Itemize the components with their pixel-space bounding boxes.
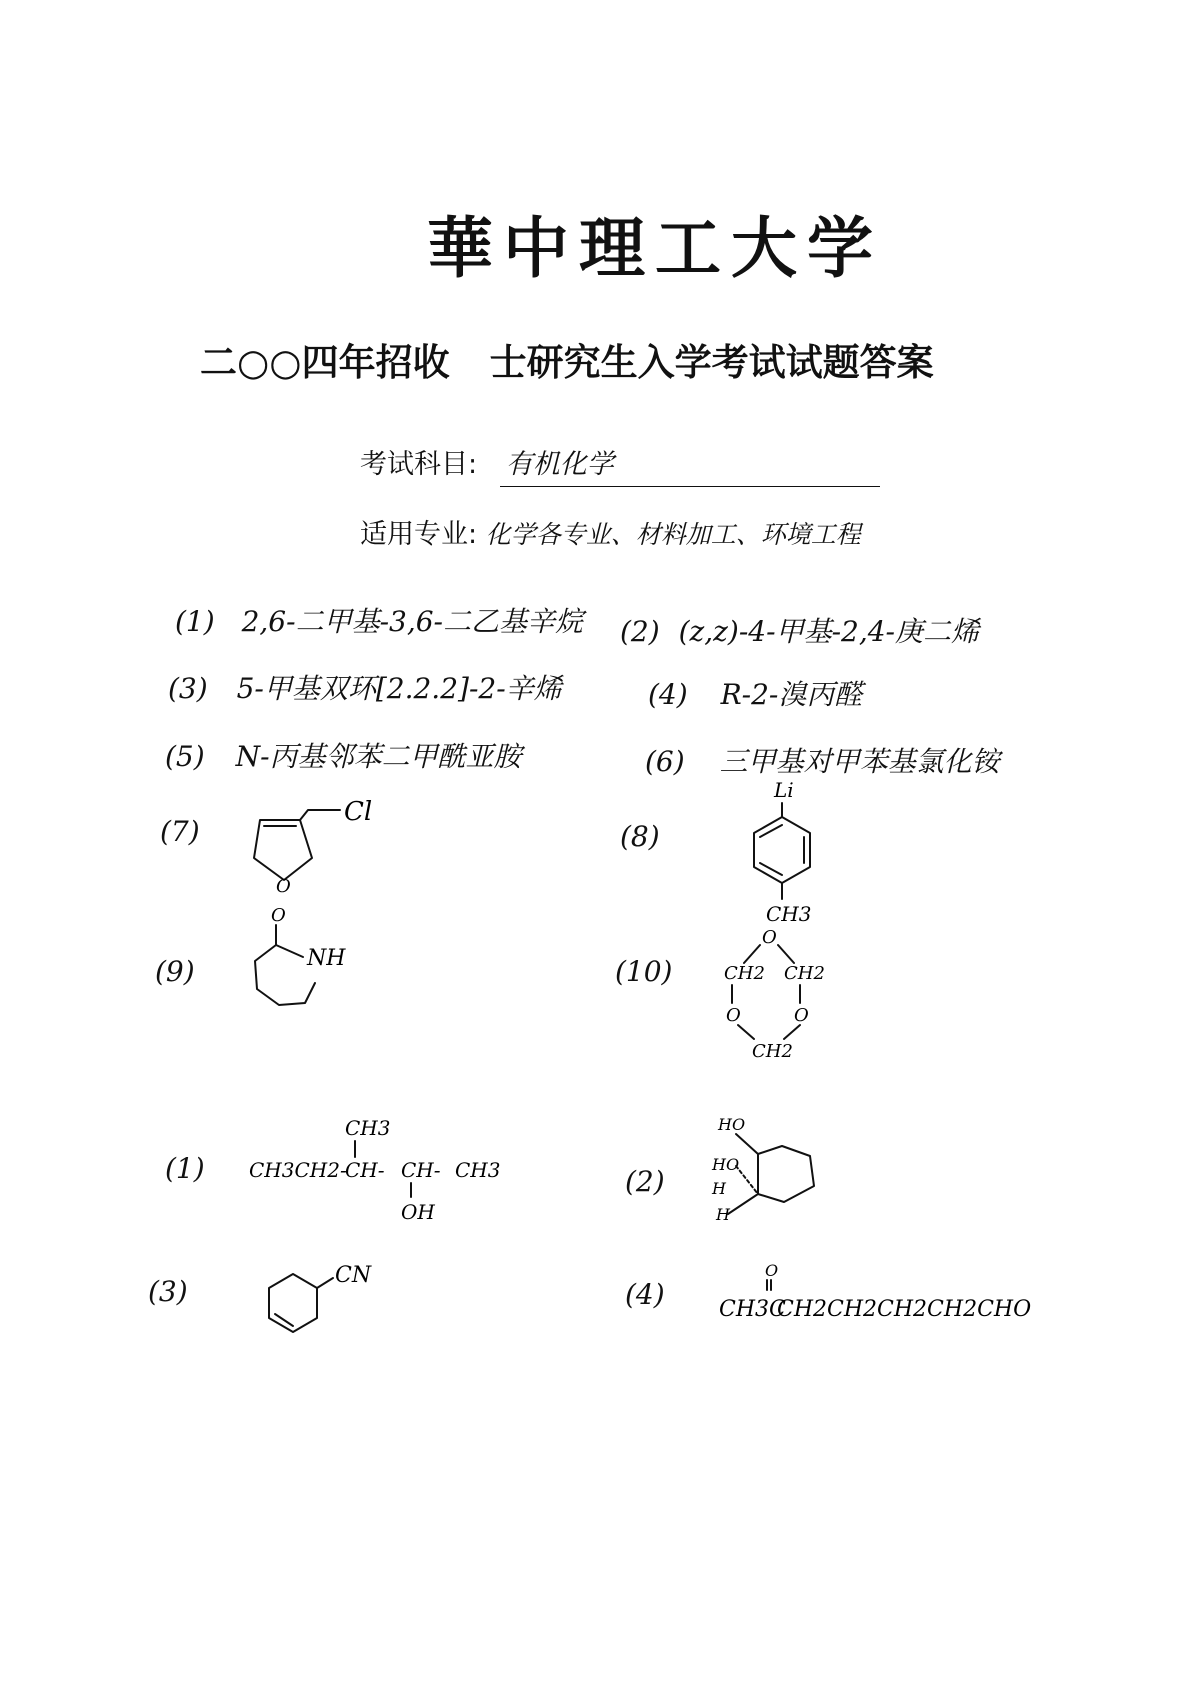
part2-answer-3-number: (3): [148, 1275, 188, 1308]
lithium-label: Li: [774, 778, 794, 802]
answer-number: (6): [645, 745, 685, 778]
oxygen-right-label: O: [794, 1005, 809, 1026]
answer-8-number: (8): [620, 820, 660, 853]
part2-answer-1-number: (1): [165, 1152, 205, 1185]
subject-underline: [500, 486, 880, 487]
answer-6: [645, 740, 1000, 780]
answer-text: 2,6-二甲基-3,6-二乙基辛烷: [241, 605, 584, 638]
answer-text: 三甲基对甲苯基氯化铵: [719, 745, 1000, 778]
structure-9-caprolactam: [245, 905, 385, 1015]
part2-structure-3-cyclohexenyl-nitrile: [255, 1260, 395, 1360]
answer-text: R-2-溴丙醛: [720, 678, 863, 711]
oxygen-label: O: [276, 876, 291, 897]
answer-number: (4): [648, 678, 688, 711]
hydroxyl-label: OH: [401, 1200, 435, 1224]
major-row: [360, 512, 861, 551]
methyl-branch-label: CH3: [345, 1116, 391, 1140]
answer-9-number: (9): [155, 955, 195, 988]
major-value: 化学各专业、材料加工、环境工程: [485, 520, 861, 549]
part2-structure-4-ketoaldehyde: [715, 1260, 1045, 1340]
answer-1: [175, 600, 583, 640]
answer-number: (1): [175, 605, 215, 638]
ch2-right-label: CH2: [784, 963, 825, 984]
answer-4: [648, 673, 862, 713]
ch-right-label: CH-: [401, 1158, 441, 1182]
nitrile-label: CN: [335, 1263, 372, 1288]
hydroxyl-lower-label: HO: [712, 1155, 740, 1174]
part2-structure-2-diol: [700, 1110, 840, 1230]
ethyl-label: CH3CH2-: [249, 1158, 347, 1182]
structure-8-p-tolyllithium: [730, 775, 850, 935]
structure-7-chloromethylfuran: [240, 790, 390, 900]
subject-row: [360, 442, 614, 481]
keto-oxygen-label: O: [765, 1261, 779, 1280]
ch-left-label: CH-: [345, 1158, 385, 1182]
answer-2: [620, 610, 979, 650]
chain-label: CH2CH2CH2CH2CHO: [777, 1297, 1032, 1322]
acetyl-label: CH3C: [719, 1297, 786, 1322]
structure-10-trioxane: [720, 925, 860, 1075]
exam-title: [200, 332, 934, 386]
answer-text: (z,z)-4-甲基-2,4-庚二烯: [678, 615, 980, 648]
university-name: 華中理工大学: [427, 209, 883, 287]
exam-title-right: 士研究生入学考试试题答案: [489, 341, 934, 384]
exam-title-left: 二○○四年招收: [200, 341, 450, 384]
answer-number: (2): [620, 615, 660, 648]
ch2-bottom-label: CH2: [752, 1041, 793, 1062]
major-label: 适用专业:: [360, 519, 478, 550]
part2-answer-4-number: (4): [625, 1278, 665, 1311]
chlorine-label: Cl: [344, 797, 373, 827]
oxygen-left-label: O: [726, 1005, 741, 1026]
methyl-label: CH3: [766, 902, 812, 926]
answer-text: 5-甲基双环[2.2.2]-2-辛烯: [236, 672, 562, 705]
answer-5: [165, 735, 522, 775]
answer-number: (5): [165, 740, 205, 773]
part2-structure-1-alcohol: [245, 1115, 525, 1225]
hydrogen-upper-label: H: [712, 1179, 726, 1198]
answer-7-number: (7): [160, 815, 200, 848]
carbonyl-oxygen-label: O: [271, 905, 286, 926]
ch2-left-label: CH2: [724, 963, 765, 984]
subject-value: 有机化学: [505, 449, 614, 480]
oxygen-top-label: O: [762, 927, 777, 948]
nh-label: NH: [307, 946, 346, 971]
answer-10-number: (10): [615, 955, 673, 988]
part2-answer-2-number: (2): [625, 1165, 665, 1198]
terminal-methyl-label: CH3: [455, 1158, 501, 1182]
answer-3: [168, 667, 562, 707]
subject-label: 考试科目:: [360, 449, 478, 480]
hydroxyl-top-label: HO: [718, 1115, 746, 1134]
answer-number: (3): [168, 672, 208, 705]
hydrogen-lower-label: H: [716, 1205, 730, 1224]
answer-text: N-丙基邻苯二甲酰亚胺: [235, 740, 522, 773]
